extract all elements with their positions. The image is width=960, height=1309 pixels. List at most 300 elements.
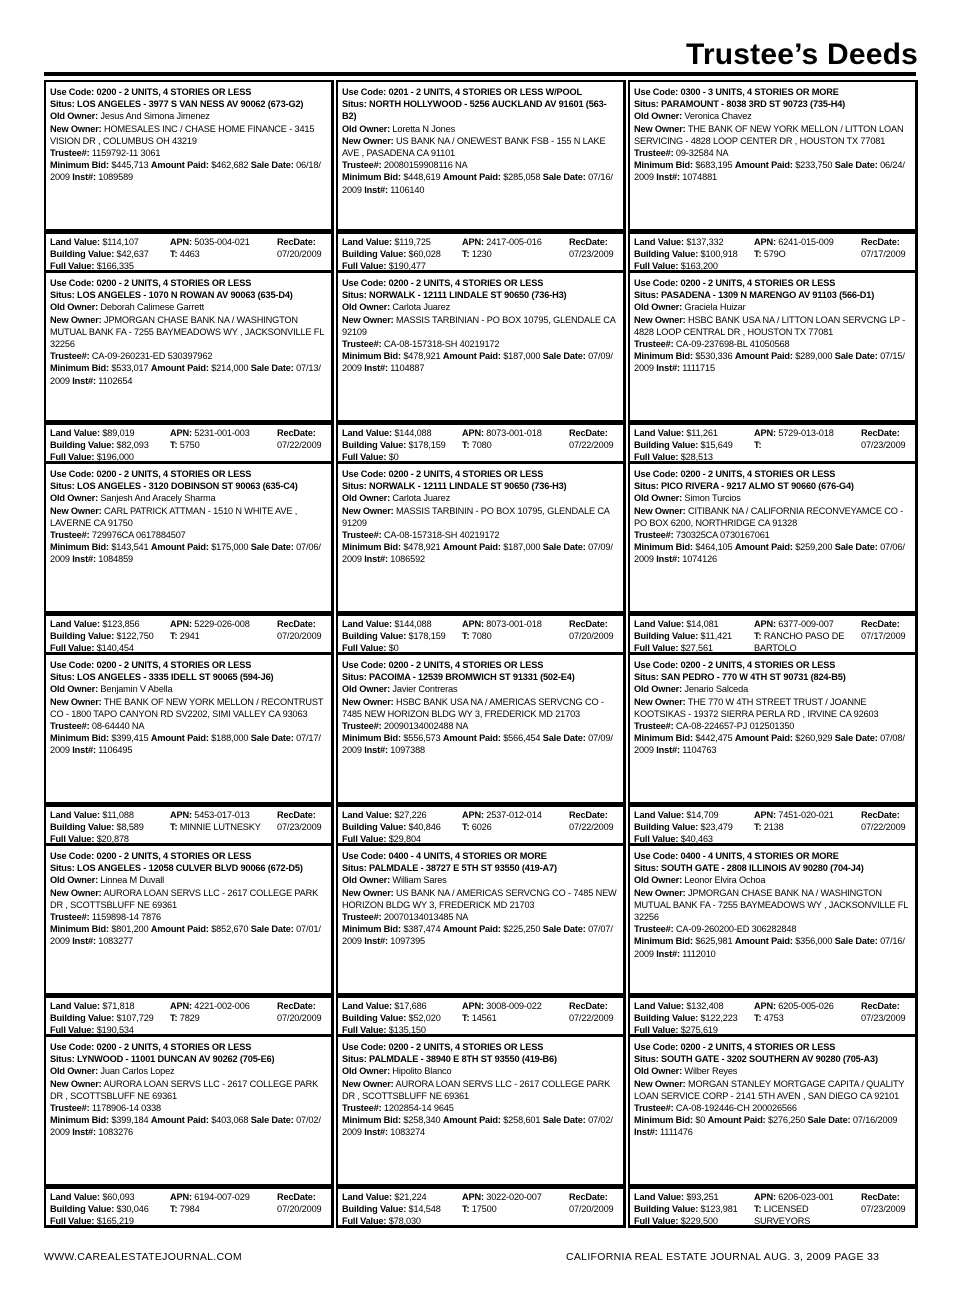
values-cell [342,1000,460,1036]
minimum-bid-label: Minimum Bid: [342,733,401,744]
amount-paid-label: Amount Paid: [150,160,209,171]
apn-value: 8073-001-018 [486,428,542,438]
inst-number-value: 1097395 [390,936,425,947]
deed-details-box [336,1035,626,1187]
land-value-label: Land Value: [342,1192,392,1202]
amount-paid-label: Amount Paid: [734,733,793,744]
values-cell [634,618,752,654]
recdate-cell [569,236,623,260]
minimum-bid-value: $478,921 [403,351,441,362]
building-value-value: $178,159 [408,440,446,450]
minimum-bid-value: $442,475 [695,733,733,744]
land-value-label: Land Value: [634,428,684,438]
new-owner-value: JPMORGAN CHASE BANK NA / WASHINGTON MUTUAL BANK FA - 7255 BAYMEADOWS WY , JACKSONVILLE FL 32256 [634,887,908,923]
inst-number-value: 1106495 [98,745,133,756]
deed-record [628,1035,917,1224]
building-value-value: $23,479 [700,822,733,832]
use-code-value: 0200 - 2 UNITS, 4 STORIES OR LESS [96,660,252,670]
building-value-label: Building Value: [634,1204,699,1214]
apn-cell [462,1191,566,1215]
situs-label: Situs: [50,290,75,301]
sale-date-value: 07/06/ 2009 [50,542,321,565]
new-owner-label: New Owner: [634,505,686,516]
apn-cell [462,618,566,642]
full-value-value: $0 [388,643,399,653]
use-code-value: 0200 - 2 UNITS, 4 STORIES OR LESS [96,87,252,97]
land-value-value: $27,226 [394,810,427,820]
situs-label: Situs: [634,99,659,110]
full-value-value: $163,200 [680,261,718,271]
sale-date-value: 07/09/ 2009 [342,351,613,374]
values-cell [50,236,168,272]
situs-label: Situs: [634,1054,659,1065]
amount-paid-value: $852,670 [211,924,249,935]
old-owner-label: Old Owner: [634,493,683,504]
trustee-number-label: Trustee#: [342,912,382,923]
apn-label: APN: [170,428,192,438]
minimum-bid-label: Minimum Bid: [50,733,109,744]
deed-details [630,273,915,375]
old-owner-label: Old Owner: [342,684,391,695]
deed-record [628,462,917,651]
land-value-label: Land Value: [342,237,392,247]
trustee-number-label: Trustee#: [342,1103,382,1114]
trustee-number-label: Trustee#: [50,912,90,923]
land-value-value: $144,088 [394,428,432,438]
apn-label: APN: [754,619,776,629]
tract-label: T: [754,440,762,450]
sale-date-value: 07/16/ 2009 [342,172,613,195]
recdate-value: 07/20/2009 [277,1013,322,1023]
recdate-cell [861,427,915,451]
tract-label: T: [754,1204,762,1214]
values-cell [342,427,460,463]
trustee-number-label: Trustee#: [634,721,674,732]
new-owner-value: CARL PATRICK ATTMAN - 1510 N WHITE AVE , LAVERNE CA 91750 [50,505,298,528]
tract-label: T: [170,440,178,450]
minimum-bid-label: Minimum Bid: [634,160,693,171]
deed-record [44,462,333,651]
old-owner-label: Old Owner: [50,875,99,886]
deed-details [630,82,915,184]
tract-value: MINNIE LUTNESKY [179,822,261,832]
deed-values-box [44,996,334,1037]
building-value-value: $11,421 [700,631,732,641]
building-value-value: $123,981 [700,1204,738,1214]
old-owner-value: Simon Turcios [684,493,741,504]
land-value-label: Land Value: [342,428,392,438]
situs-value: PASADENA - 1309 N MARENGO AV 91103 (566-D1) [661,290,875,301]
inst-number-label: Inst#: [72,936,96,947]
trustee-number-value: CA-09-260231-ED 530397962 [91,351,213,362]
situs-value: PACOIMA - 12539 BROMWICH ST 91331 (502-E4) [369,672,575,683]
building-value-label: Building Value: [50,631,115,641]
amount-paid-label: Amount Paid: [150,733,209,744]
situs-value: SOUTH GATE - 3202 SOUTHERN AV 90280 (705-A3) [661,1054,878,1065]
building-value-label: Building Value: [342,1013,407,1023]
inst-number-label: Inst#: [72,1127,96,1138]
sale-date-label: Sale Date: [542,542,586,553]
deed-record [44,80,333,269]
use-code-label: Use Code: [342,278,387,288]
deed-record [628,80,917,269]
deed-details [630,464,915,566]
recdate-label: RecDate: [861,810,900,820]
apn-cell [462,809,566,833]
recdate-label: RecDate: [277,1001,316,1011]
minimum-bid-label: Minimum Bid: [634,936,693,947]
use-code-value: 0200 - 2 UNITS, 4 STORIES OR LESS [388,1042,544,1052]
situs-value: PICO RIVERA - 9217 ALMO ST 90660 (676-G4) [661,481,854,492]
trustee-number-value: CA-09-260200-ED 306282848 [675,924,797,935]
amount-paid-label: Amount Paid: [442,172,501,183]
land-value-label: Land Value: [50,619,100,629]
amount-paid-value: $260,929 [795,733,833,744]
deed-details [338,273,623,375]
trustee-number-value: 20070134013485 NA [383,912,469,923]
land-value-label: Land Value: [50,1001,100,1011]
land-value-label: Land Value: [634,237,684,247]
values-cell [342,1191,460,1227]
tract-value: 2138 [763,822,784,832]
full-value-value: $275,619 [680,1025,718,1035]
trustee-number-value: 09-32584 NA [675,148,729,159]
inst-number-value: 1089589 [98,172,133,183]
inst-number-value: 1111476 [660,1127,693,1138]
full-value-label: Full Value: [634,834,679,844]
use-code-label: Use Code: [50,87,95,97]
building-value-label: Building Value: [634,822,699,832]
building-value-value: $100,918 [700,249,738,259]
full-value-value: $20,878 [96,834,129,844]
deed-details-box [628,462,918,614]
deed-values-box [44,1187,334,1228]
building-value-value: $107,729 [116,1013,154,1023]
sale-date-value: 07/02/ 2009 [50,1115,321,1138]
apn-label: APN: [754,1001,776,1011]
tract-value: 7984 [179,1204,200,1214]
situs-label: Situs: [342,1054,367,1065]
minimum-bid-value: $625,981 [695,936,733,947]
deed-details-box [628,1035,918,1187]
use-code-value: 0200 - 2 UNITS, 4 STORIES OR LESS [388,469,544,479]
full-value-value: $166,335 [96,261,134,271]
full-value-value: $29,804 [388,834,421,844]
full-value-value: $40,463 [680,834,713,844]
sale-date-label: Sale Date: [250,1115,294,1126]
old-owner-value: Carlota Juarez [392,493,451,504]
amount-paid-label: Amount Paid: [150,924,209,935]
use-code-value: 0400 - 4 UNITS, 4 STORIES OR MORE [680,851,839,861]
recdate-label: RecDate: [277,619,316,629]
footer-publication: CALIFORNIA REAL ESTATE JOURNAL AUG. 3, 2009 PAGE 33 [566,1251,880,1263]
building-value-value: $178,159 [408,631,446,641]
recdate-cell [569,1191,623,1215]
apn-label: APN: [170,1192,192,1202]
use-code-label: Use Code: [634,469,679,479]
deed-details [46,1037,331,1139]
sale-date-value: 07/09/ 2009 [342,733,613,756]
situs-value: NORWALK - 12111 LINDALE ST 90650 (736-H3) [369,481,567,492]
situs-label: Situs: [342,672,367,683]
amount-paid-value: $289,000 [795,351,833,362]
recdate-cell [861,809,915,833]
land-value-value: $71,818 [102,1001,135,1011]
inst-number-label: Inst#: [72,554,96,565]
recdate-label: RecDate: [569,810,608,820]
recdate-label: RecDate: [277,1192,316,1202]
full-value-value: $28,513 [680,452,713,462]
values-cell [50,809,168,845]
building-value-label: Building Value: [50,1013,115,1023]
use-code-label: Use Code: [342,469,387,479]
sale-date-label: Sale Date: [250,363,294,374]
recdate-value: 07/17/2009 [861,249,906,259]
values-cell [634,809,752,845]
land-value-label: Land Value: [50,237,100,247]
situs-value: NORWALK - 12111 LINDALE ST 90650 (736-H3) [369,290,567,301]
amount-paid-label: Amount Paid: [150,1115,209,1126]
inst-number-value: 1084859 [98,554,133,565]
tract-label: T: [462,1204,470,1214]
recdate-value: 07/20/2009 [569,1204,614,1214]
new-owner-label: New Owner: [634,314,686,325]
old-owner-value: Juan Carlos Lopez [100,1066,175,1077]
deed-values-box [44,232,334,273]
minimum-bid-label: Minimum Bid: [342,172,401,183]
trustee-number-label: Trustee#: [50,351,90,362]
new-owner-label: New Owner: [50,123,102,134]
minimum-bid-label: Minimum Bid: [342,1115,401,1126]
full-value-value: $229,500 [680,1216,718,1226]
deed-record [628,271,917,460]
old-owner-label: Old Owner: [50,302,99,313]
sale-date-label: Sale Date: [542,351,586,362]
situs-label: Situs: [50,1054,75,1065]
apn-label: APN: [170,619,192,629]
building-value-label: Building Value: [342,440,407,450]
inst-number-value: 1083276 [98,1127,133,1138]
recdate-value: 07/22/2009 [277,440,322,450]
inst-number-label: Inst#: [656,363,680,374]
recdate-label: RecDate: [569,428,608,438]
use-code-value: 0200 - 2 UNITS, 4 STORIES OR LESS [96,469,252,479]
land-value-label: Land Value: [50,428,100,438]
amount-paid-value: $462,682 [211,160,249,171]
recdate-value: 07/23/2009 [861,1013,906,1023]
full-value-label: Full Value: [634,1216,679,1226]
recdate-label: RecDate: [861,237,900,247]
recdate-value: 07/22/2009 [569,1013,614,1023]
new-owner-label: New Owner: [342,505,394,516]
recdate-cell [861,236,915,260]
land-value-label: Land Value: [634,1001,684,1011]
land-value-value: $123,856 [102,619,140,629]
deed-details-box [336,844,626,996]
amount-paid-value: $214,000 [211,363,249,374]
deed-details-box [336,271,626,423]
new-owner-value: MORGAN STANLEY MORTGAGE CAPITA / QUALITY LOAN SERVICE CORP - 2141 5TH AVEN , SAN DIEGO CA 92101 [634,1078,905,1101]
trustee-number-value: 1178906-14 0338 [91,1103,162,1114]
new-owner-label: New Owner: [50,314,102,325]
amount-paid-label: Amount Paid: [150,542,209,553]
use-code-label: Use Code: [634,278,679,288]
situs-label: Situs: [342,481,367,492]
full-value-value: $135,150 [388,1025,426,1035]
minimum-bid-value: $448,619 [403,172,441,183]
recdate-cell [277,809,331,833]
building-value-value: $40,846 [408,822,441,832]
full-value-label: Full Value: [342,1025,387,1035]
old-owner-value: Veronica Chavez [684,111,752,122]
tract-label: T: [754,631,762,641]
recdate-value: 07/20/2009 [277,1204,322,1214]
recdate-cell [277,618,331,642]
old-owner-label: Old Owner: [634,111,683,122]
building-value-label: Building Value: [50,822,115,832]
trustee-number-value: 20080159908116 NA [383,160,468,171]
page-title: Trustee’s Deeds [686,38,918,71]
trustee-number-label: Trustee#: [50,148,90,159]
inst-number-label: Inst#: [364,1127,388,1138]
inst-number-label: Inst#: [634,1127,658,1138]
old-owner-value: Linnea M Duvall [100,875,165,886]
old-owner-label: Old Owner: [342,302,391,313]
use-code-label: Use Code: [50,851,95,861]
apn-cell [170,809,274,833]
amount-paid-label: Amount Paid: [442,542,501,553]
deed-record [628,653,917,842]
sale-date-value: 07/13/ 2009 [50,363,321,386]
land-value-label: Land Value: [50,810,100,820]
minimum-bid-label: Minimum Bid: [634,1115,693,1126]
sale-date-label: Sale Date: [250,924,294,935]
minimum-bid-value: $683,195 [695,160,733,171]
apn-value: 6205-005-026 [778,1001,834,1011]
recdate-cell [277,1000,331,1024]
apn-label: APN: [462,810,484,820]
minimum-bid-label: Minimum Bid: [634,542,693,553]
sale-date-label: Sale Date: [834,936,878,947]
trustee-number-label: Trustee#: [634,1103,674,1114]
building-value-label: Building Value: [634,249,699,259]
tract-label: T: [170,249,178,259]
full-value-label: Full Value: [634,452,679,462]
recdate-label: RecDate: [861,428,900,438]
inst-number-label: Inst#: [656,554,680,565]
deed-values-box [336,805,626,846]
old-owner-label: Old Owner: [634,684,683,695]
amount-paid-label: Amount Paid: [150,363,209,374]
old-owner-value: Benjamin V Abella [100,684,173,695]
use-code-label: Use Code: [634,660,679,670]
trustee-number-value: 20090134002488 NA [383,721,469,732]
land-value-value: $60,093 [102,1192,135,1202]
situs-label: Situs: [50,863,75,874]
minimum-bid-label: Minimum Bid: [50,363,109,374]
old-owner-value: Jesus And Simona Jimenez [100,111,210,122]
use-code-label: Use Code: [50,1042,95,1052]
amount-paid-label: Amount Paid: [734,936,793,947]
amount-paid-value: $187,000 [503,351,541,362]
situs-label: Situs: [342,290,367,301]
apn-label: APN: [462,237,484,247]
apn-label: APN: [754,1192,776,1202]
full-value-value: $78,030 [388,1216,421,1226]
minimum-bid-label: Minimum Bid: [634,351,693,362]
sale-date-value: 07/16/ 2009 [634,936,905,959]
values-cell [342,809,460,845]
situs-label: Situs: [50,99,75,110]
deed-details [338,655,623,757]
tract-value: 4463 [179,249,200,259]
deed-details-box [44,1035,334,1187]
apn-label: APN: [170,1001,192,1011]
situs-value: SAN PEDRO - 770 W 4TH ST 90731 (824-B5) [661,672,846,683]
building-value-value: $52,020 [408,1013,441,1023]
situs-value: SOUTH GATE - 2808 ILLINOIS AV 90280 (704-J4) [661,863,864,874]
apn-value: 5231-001-003 [194,428,250,438]
use-code-label: Use Code: [342,660,387,670]
sale-date-label: Sale Date: [542,733,586,744]
deed-details [630,1037,915,1139]
trustee-number-value: 1159898-14 7876 [91,912,162,923]
old-owner-label: Old Owner: [634,1066,683,1077]
land-value-value: $14,709 [686,810,719,820]
sale-date-label: Sale Date: [834,733,878,744]
deed-details [46,846,331,948]
deed-details [338,82,623,196]
amount-paid-label: Amount Paid: [442,351,501,362]
full-value-value: $190,477 [388,261,426,271]
deed-values-box [44,614,334,655]
new-owner-value: HSBC BANK USA NA / AMERICAS SERVCNG CO - 7485 NEW HORIZON BLDG WY 3, FREDERICK MD 21703 [342,696,604,719]
inst-number-label: Inst#: [72,375,96,386]
recdate-label: RecDate: [569,1001,608,1011]
inst-number-label: Inst#: [72,172,96,183]
old-owner-value: Leonor Elvira Ochoa [684,875,766,886]
trustee-number-label: Trustee#: [634,924,674,935]
tract-label: T: [170,631,178,641]
use-code-value: 0200 - 2 UNITS, 4 STORIES OR LESS [388,278,544,288]
minimum-bid-value: $478,921 [403,542,441,553]
recdate-value: 07/20/2009 [277,249,322,259]
recdate-cell [569,1000,623,1024]
minimum-bid-value: $533,017 [111,363,149,374]
building-value-label: Building Value: [634,440,699,450]
deed-details [338,1037,623,1139]
inst-number-label: Inst#: [364,363,388,374]
tract-label: T: [170,822,178,832]
deed-record [336,1035,625,1224]
apn-label: APN: [462,1001,484,1011]
building-value-label: Building Value: [342,249,407,259]
tract-label: T: [462,631,470,641]
situs-value: LOS ANGELES - 1070 N ROWAN AV 90063 (635-D4) [77,290,293,301]
trustee-number-value: 1159792-11 3061 [91,148,161,159]
trustee-number-label: Trustee#: [342,530,382,541]
amount-paid-label: Amount Paid: [734,542,793,553]
land-value-value: $132,408 [686,1001,724,1011]
amount-paid-value: $285,058 [503,172,541,183]
building-value-value: $14,548 [408,1204,441,1214]
deed-details-box [44,653,334,805]
values-cell [342,236,460,272]
tract-value: 14561 [471,1013,497,1023]
amount-paid-value: $259,200 [795,542,833,553]
apn-cell [170,236,274,260]
recdate-label: RecDate: [569,619,608,629]
